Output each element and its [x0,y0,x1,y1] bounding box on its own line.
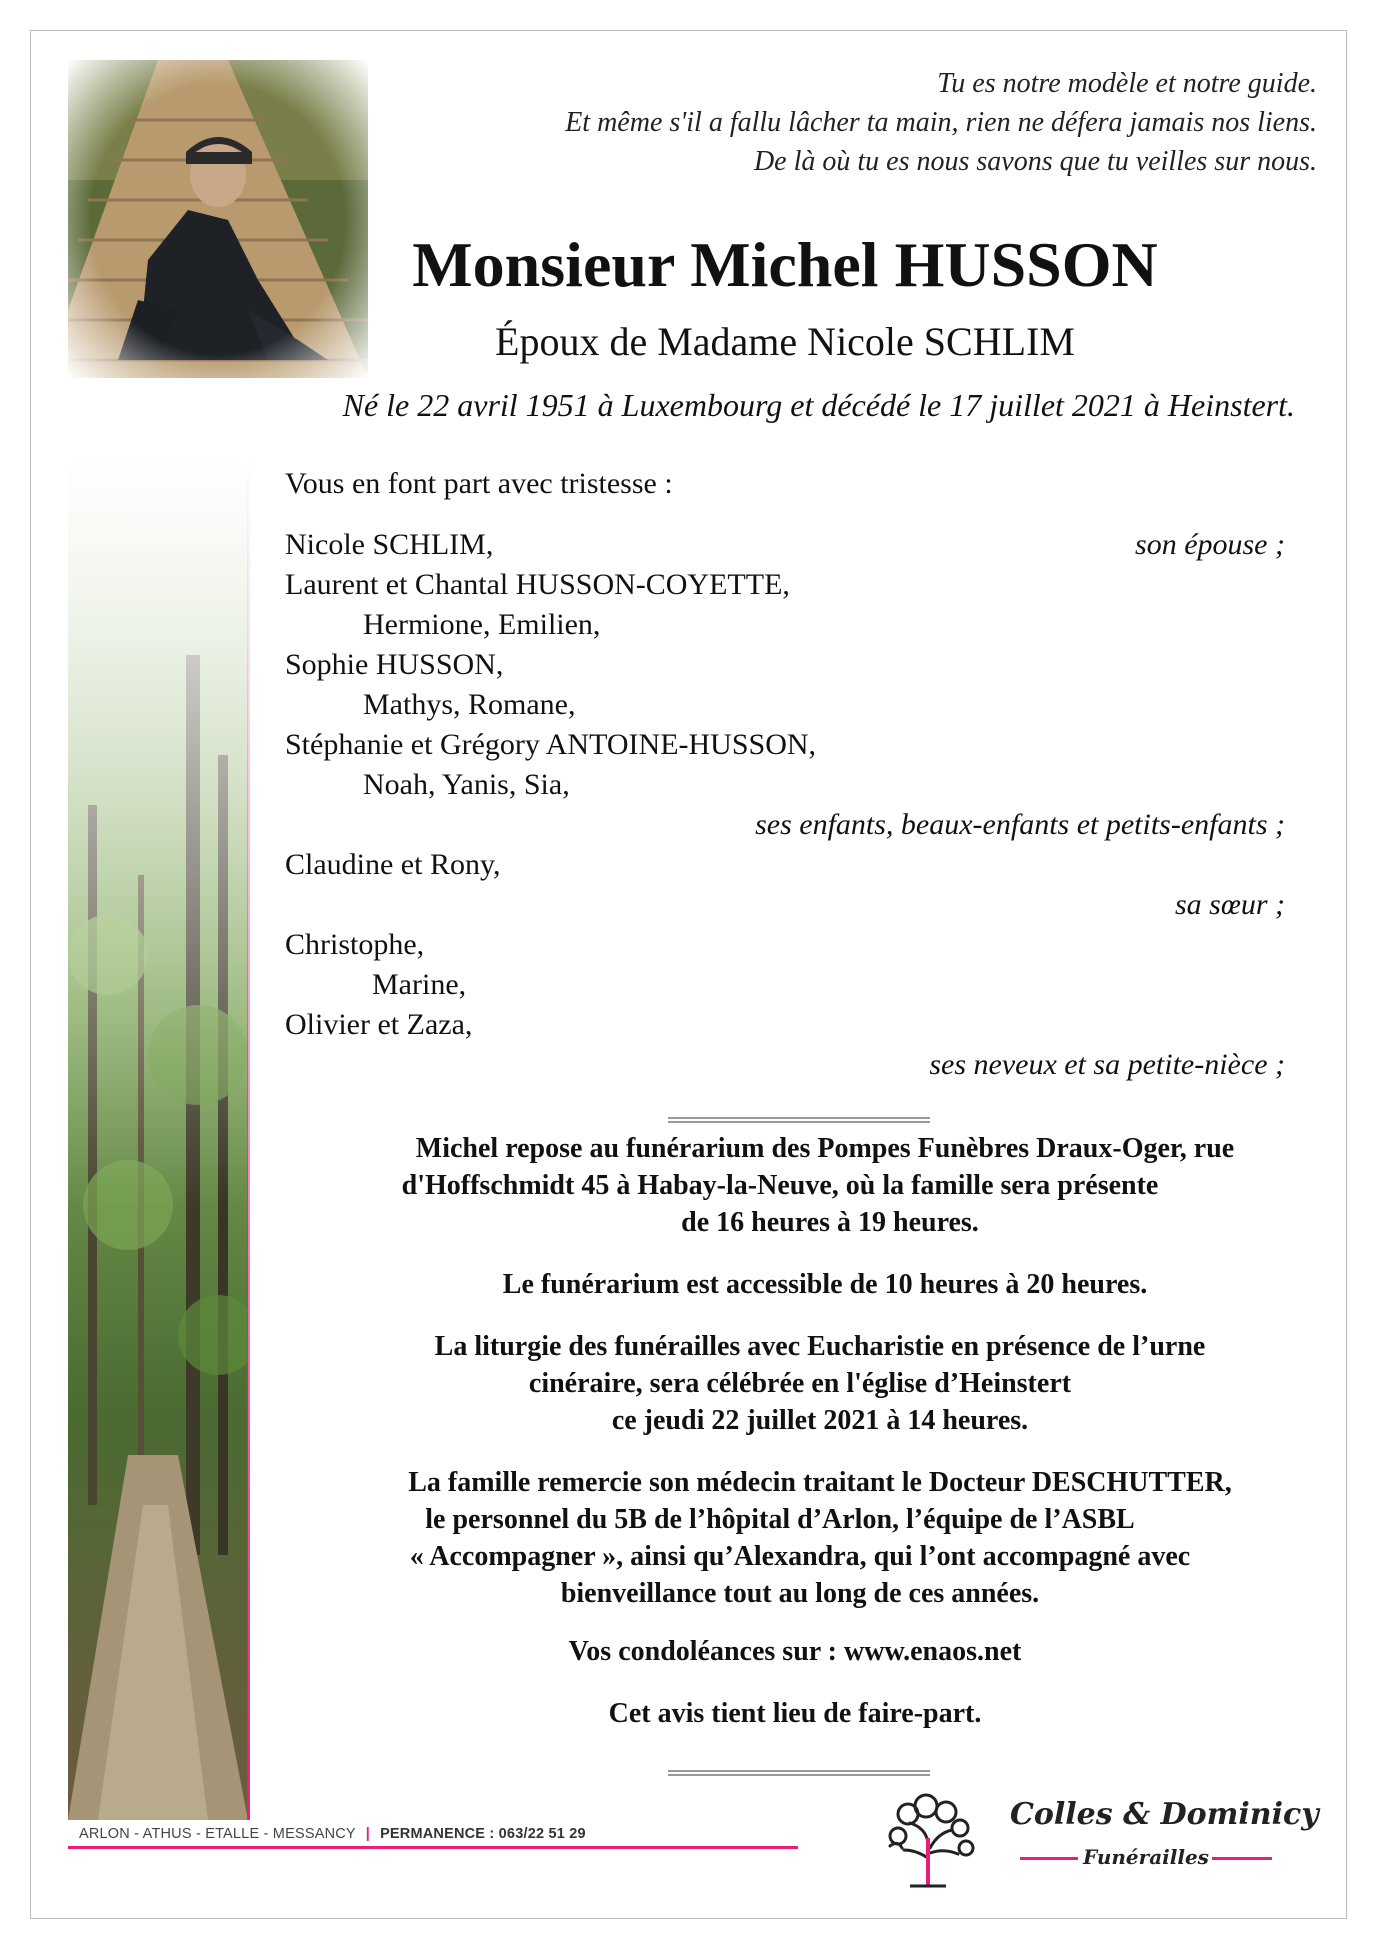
birth-death-line: Né le 22 avril 1951 à Luxembourg et décédé le 17 juillet 2021 à Heinstert. [342,387,1295,423]
thanks-line: bienveillance tout au long de ces années. [560,1578,1040,1609]
funerarium-access: Le funérarium est accessible de 10 heures à 20 heures. [502,1269,1148,1300]
permanence-phone: PERMANENCE : 063/22 51 29 [380,1826,586,1842]
deceased-name: Monsieur Michel HUSSON [412,229,1158,300]
footer-rule [68,1846,798,1849]
thanks-line: « Accompagner », ainsi qu’Alexandra, qui l’ont accompagné avec [409,1541,1191,1572]
family-member: Christophe, [285,928,425,961]
separator-line [668,1117,930,1123]
repose-line: d'Hoffschmidt 45 à Habay-la-Neuve, où la famille sera présente [401,1170,1159,1201]
tree-icon [880,1788,990,1888]
liturgy-line: La liturgie des funérailles avec Eucharistie en présence de l’urne [434,1331,1206,1362]
memorial-quote [565,64,1317,181]
family-member: Claudine et Rony, [285,848,501,881]
thanks-line: le personnel du 5B de l’hôpital d’Arlon, l’équipe de l’ASBL [425,1504,1135,1535]
forest-path-image [68,455,248,1820]
accent-border [247,455,250,1820]
spouse-line: Époux de Madame Nicole SCHLIM [495,319,1075,364]
quote-line: Et même s'il a fallu lâcher ta main, rien ne défera jamais nos liens. [565,107,1317,138]
portrait-photo [68,60,368,378]
liturgy-line: ce jeudi 22 juillet 2021 à 14 heures. [611,1405,1029,1436]
family-member: Mathys, Romane, [363,688,576,721]
repose-line: Michel repose au funérarium des Pompes Funèbres Draux-Oger, rue [415,1133,1235,1164]
relation-label: ses enfants, beaux-enfants et petits-enfants ; [755,808,1285,841]
family-member: Stéphanie et Grégory ANTOINE-HUSSON, [285,728,817,761]
thanks-line: La famille remercie son médecin traitant le Docteur DESCHUTTER, [408,1467,1232,1498]
repose-line: de 16 heures à 19 heures. [681,1207,979,1238]
condolences-line: Vos condoléances sur : www.enaos.net [568,1636,1022,1667]
family-member: Noah, Yanis, Sia, [363,768,570,801]
relation-label: son épouse ; [1135,528,1285,561]
footer-separator: | [365,1826,371,1842]
footer-locations [79,1826,586,1842]
brand-rule [1212,1857,1272,1860]
family-member: Hermione, Emilien, [363,608,601,641]
family-member: Nicole SCHLIM, [285,528,494,561]
family-member: Laurent et Chantal HUSSON-COYETTE, [285,568,790,601]
family-member: Olivier et Zaza, [285,1008,473,1041]
announcement-intro: Vous en font part avec tristesse : [285,467,673,500]
brand-name: Colles & Dominicy [1010,1797,1319,1832]
brand-subtitle: Funérailles [1083,1845,1209,1869]
separator-line [668,1770,930,1776]
quote-line: De là où tu es nous savons que tu veilles sur nous. [753,146,1317,177]
locations-text: ARLON - ATHUS - ETALLE - MESSANCY [79,1826,356,1842]
family-member: Sophie HUSSON, [285,648,504,681]
brand-rule [1020,1857,1078,1860]
family-member: Marine, [372,968,467,1001]
quote-line: Tu es notre modèle et notre guide. [937,68,1317,99]
liturgy-line: cinéraire, sera célébrée en l'église d’Heinstert [528,1368,1072,1399]
relation-label: sa sœur ; [1174,888,1285,921]
relation-label: ses neveux et sa petite-nièce ; [929,1048,1285,1081]
notice-line: Cet avis tient lieu de faire-part. [608,1698,982,1729]
